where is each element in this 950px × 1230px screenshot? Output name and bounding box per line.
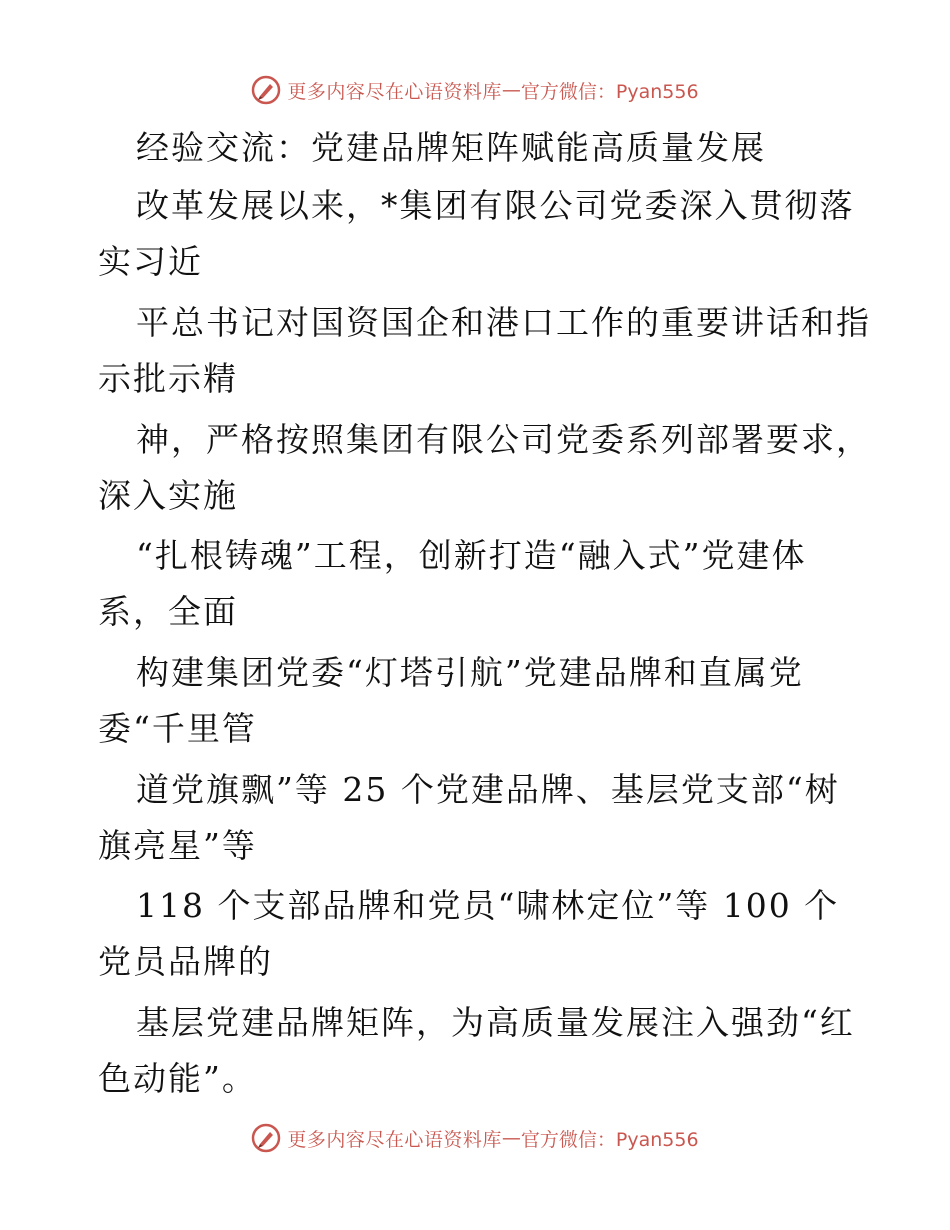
paragraph-line: 平总书记对国资国企和港口工作的重要讲话和指 (136, 303, 871, 342)
watermark-suffix: 官方微信：Pyan556 (520, 1128, 699, 1151)
pen-logo-icon (251, 1123, 281, 1153)
paragraph-line: 构建集团党委“灯塔引航”党建品牌和直属党 (136, 653, 804, 692)
paragraph-line: 改革发展以来，*集团有限公司党委深入贯彻落 (136, 186, 855, 225)
watermark-separator: — (501, 79, 521, 101)
watermark-suffix: 官方微信：Pyan556 (520, 80, 699, 103)
watermark-header (0, 70, 950, 110)
paragraph-line: 118 个支部品牌和党员“啸林定位”等 100 个 (136, 886, 840, 925)
watermark-brand: 更多内容尽在心语资料库 (287, 80, 502, 103)
paragraph-line: 道党旗飘”等 25 个党建品牌、基层党支部“树 (136, 770, 840, 809)
paragraph-line: 实习近 (98, 242, 203, 281)
paragraph-line: 示批示精 (98, 359, 238, 398)
watermark-brand: 更多内容尽在心语资料库 (287, 1128, 502, 1151)
document-title: 经验交流：党建品牌矩阵赋能高质量发展 (136, 128, 766, 167)
paragraph-line: 旗亮星”等 (98, 826, 257, 865)
paragraph-line: 基层党建品牌矩阵，为高质量发展注入强劲“红 (136, 1003, 855, 1042)
paragraph-line: 党员品牌的 (98, 942, 273, 981)
paragraph-line: 神，严格按照集团有限公司党委系列部署要求， (136, 420, 871, 459)
watermark-footer (0, 1118, 950, 1158)
paragraph-line: 系，全面 (98, 592, 238, 631)
watermark-separator: — (501, 1127, 521, 1149)
paragraph-line: 深入实施 (98, 476, 238, 515)
paragraph-line: “扎根铸魂”工程，创新打造“融入式”党建体 (136, 536, 807, 575)
pen-logo-icon (251, 75, 281, 105)
paragraph-line: 色动能”。 (98, 1059, 257, 1098)
paragraph-line: 委“千里管 (98, 709, 257, 748)
